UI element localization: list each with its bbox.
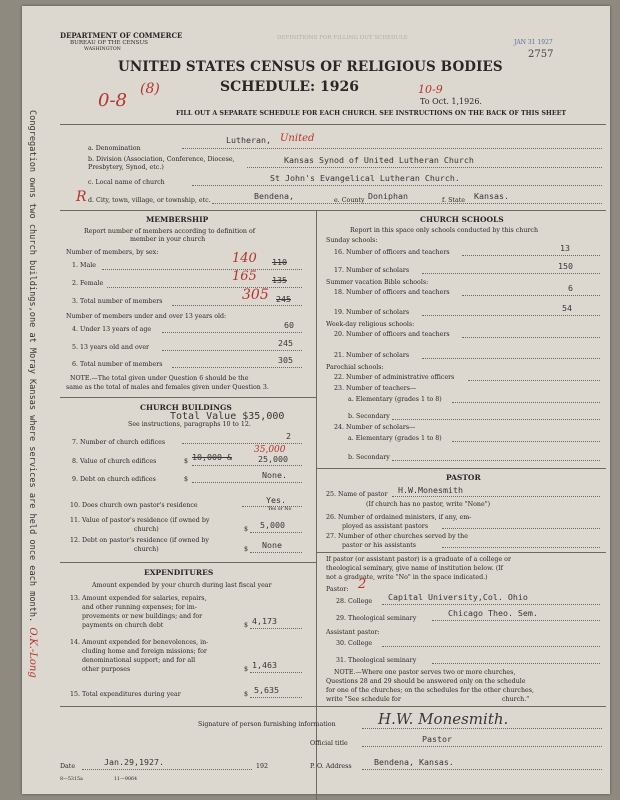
assistant-pastor-label: Assistant pastor: — [326, 629, 380, 636]
bureau-line: BUREAU OF THE CENSUS — [70, 40, 149, 46]
total-members-handwritten: 305 — [242, 287, 269, 303]
handwritten-circled-number: (8) — [140, 81, 160, 97]
asst-college-label: 30. College — [336, 640, 373, 647]
residence-value-amount: 5,000 — [260, 520, 285, 530]
local-name-value: St John's Evangelical Lutheran Church. — [270, 173, 460, 183]
census-form-sheet — [22, 6, 610, 794]
seminary-label: 29. Theological seminary — [336, 615, 417, 622]
running-expenses-dollar: $ — [244, 622, 249, 629]
county-label: e. County — [334, 197, 365, 204]
weekday-teachers-label: 20. Number of officers and teachers — [334, 331, 450, 338]
total-members-label: 3. Total number of members — [72, 298, 163, 305]
pastor-name-note: (If church has no pastor, write "None") — [366, 501, 491, 508]
asst-seminary-label: 31. Theological seminary — [336, 657, 417, 664]
sunday-teachers-value: 13 — [560, 243, 570, 253]
running-expenses-label-4: payments on church debt — [82, 622, 164, 629]
college-label: 28. College — [336, 598, 373, 605]
edifices-value-amount: 25,000 — [258, 454, 288, 464]
edifices-debt-label: 9. Debt on church edifices — [72, 476, 156, 483]
running-expenses-label-3: provements or new buildings; and for — [82, 613, 203, 620]
benevolences-value: 1,463 — [252, 660, 277, 670]
pastor-note-4: write "See schedule for — [326, 696, 401, 703]
division-label: b. Division (Association, Conference, Diocese, Presbytery, Synod, etc.) — [88, 156, 235, 171]
handwritten-pastor-count: 2 — [358, 577, 367, 592]
po-address-value: Bendena, Kansas. — [374, 757, 454, 767]
benevolences-dollar: $ — [244, 666, 249, 673]
over-13-value: 245 — [278, 338, 293, 348]
official-title-value: Pastor — [422, 734, 452, 744]
schools-intro: Report in this space only schools conducted by this church — [350, 227, 538, 234]
sunday-scholars-label: 17. Number of scholars — [334, 267, 410, 274]
summer-teachers-label: 18. Number of officers and teachers — [334, 289, 450, 296]
margin-typed-note — [27, 110, 37, 678]
sunday-label: Sunday schools: — [326, 237, 378, 244]
under-13-value: 60 — [284, 320, 294, 330]
residence-debt-dollar: $ — [244, 546, 249, 553]
residence-value-label-1: 11. Value of pastor's residence (if owned by — [70, 517, 210, 524]
city-label: d. City, town, village, or township, etc. — [88, 197, 211, 204]
parochial-teachers-label: 23. Number of teachers— — [334, 385, 417, 392]
edifices-count-label: 7. Number of church edifices — [72, 439, 166, 446]
local-name-label: c. Local name of church — [88, 179, 165, 186]
handwritten-code: 0-8 — [98, 90, 127, 111]
pastor-name-value: H.W.Monesmith — [398, 485, 463, 495]
date-value: Jan.29,1927. — [104, 757, 164, 767]
date-label: Date — [60, 763, 76, 770]
signature-label: Signature of person furnishing information — [198, 721, 336, 728]
print-number: 11—9064 — [114, 777, 138, 782]
assistant-count-label-2: ployed as assistant pastors — [342, 523, 429, 530]
owns-residence-label: 10. Does church own pastor's residence — [70, 502, 198, 509]
age-intro-label: Number of members under and over 13 years old: — [66, 313, 227, 320]
female-label: 2. Female — [72, 280, 104, 287]
residence-debt-label-1: 12. Debt on pastor's residence (if owned by — [70, 537, 209, 544]
parochial-scholars-elementary: a. Elementary (grades 1 to 8) — [348, 435, 442, 442]
running-expenses-label-1: 13. Amount expended for salaries, repairs, — [70, 595, 207, 602]
margin-note-text: Congregation owns two church buildings,one at Moray Kansas where services are held once each month. — [27, 110, 37, 623]
total-members-typed: 245 — [276, 294, 291, 304]
owns-residence-value: Yes. — [266, 495, 286, 505]
county-value: Doniphan — [368, 191, 408, 201]
pastor-note-1: NOTE.—Where one pastor serves two or more churches, — [334, 669, 516, 676]
total-expenditures-dollar: $ — [244, 691, 249, 698]
edifices-count-value: 2 — [286, 431, 291, 441]
margin-handwritten-ok: O.K.-Long — [27, 627, 38, 678]
parochial-scholars-label: 24. Number of scholars— — [334, 424, 416, 431]
summer-label: Summer vacation Bible schools: — [326, 279, 429, 286]
male-handwritten: 140 — [232, 251, 257, 266]
state-value: Kansas. — [474, 191, 509, 201]
other-churches-label-2: pastor or his assistants — [342, 542, 417, 549]
pastor-name-label: 25. Name of pastor — [326, 491, 388, 498]
handwritten-total-value: 35,000 — [254, 445, 286, 455]
yes-no-caption: Yes or No — [268, 507, 292, 512]
denomination-value: Lutheran, — [226, 135, 271, 145]
buildings-heading: CHURCH BUILDINGS — [140, 403, 232, 412]
edifices-value-label: 8. Value of church edifices — [72, 458, 157, 465]
parochial-teachers-elementary: a. Elementary (grades 1 to 8) — [348, 396, 442, 403]
female-handwritten: 165 — [232, 269, 257, 284]
total-by-age-value: 305 — [278, 355, 293, 365]
residence-debt-label-2: church) — [134, 546, 159, 553]
under-13-label: 4. Under 13 years of age — [72, 326, 152, 333]
summer-teachers-value: 6 — [568, 283, 573, 293]
parochial-scholars-secondary: b. Secondary — [348, 454, 390, 461]
edifices-value-typed: 10,000 & — [192, 452, 232, 462]
faint-heading: DEFINITIONS FOR FILLING OUT SCHEDULE — [277, 35, 408, 41]
po-address-label: P. O. Address — [310, 763, 352, 770]
pastor-note-3: for one of the churches; on the schedules for the other churches, — [326, 687, 534, 694]
sunday-scholars-value: 150 — [558, 261, 573, 271]
over-13-label: 5. 13 years old and over — [72, 344, 150, 351]
received-stamp: JAN 31 1927 — [514, 39, 553, 46]
running-expenses-label-2: and other running expenses; for im- — [82, 604, 197, 611]
division-value: Kansas Synod of United Lutheran Church — [284, 155, 474, 165]
edifices-value-dollar: $ — [184, 458, 189, 465]
expenditures-intro: Amount expended by your church during last fiscal year — [92, 582, 272, 589]
pastor-heading: PASTOR — [446, 473, 481, 482]
benevolences-label-2: cluding home and foreign missions; for — [82, 648, 207, 655]
assistant-count-label-1: 26. Number of ordained ministers, if any, em- — [326, 514, 472, 521]
by-sex-label: Number of members, by sex: — [66, 249, 159, 256]
male-typed: 110 — [272, 257, 287, 267]
male-label: 1. Male — [72, 262, 96, 269]
edifices-debt-value: None. — [262, 470, 287, 480]
handwritten-date-note: 10-9 — [418, 83, 443, 96]
total-expenditures-value: 5,635 — [254, 685, 279, 695]
benevolences-label-4: other purposes — [82, 666, 131, 673]
seminary-value: Chicago Theo. Sem. — [448, 608, 538, 618]
graduate-note-2: theological seminary, give name of institution below. (If — [326, 565, 504, 572]
schedule-number: 2757 — [528, 49, 554, 60]
edifices-debt-dollar: $ — [184, 476, 189, 483]
form-title: UNITED STATES CENSUS OF RELIGIOUS BODIES — [118, 59, 503, 75]
graduate-note-1: If pastor (or assistant pastor) is a graduate of a college or — [326, 556, 511, 563]
graduate-note-3: not a graduate, write "No" in the space indicated.) — [326, 574, 488, 581]
pastor-note-5: church." — [502, 696, 530, 703]
pastor-note-2: Questions 28 and 29 should be answered only on the schedule — [326, 678, 526, 685]
female-typed: 135 — [272, 275, 287, 285]
dept-line: DEPARTMENT OF COMMERCE — [60, 31, 183, 40]
handwritten-united: United — [280, 133, 315, 144]
weekday-scholars-label: 21. Number of scholars — [334, 352, 410, 359]
official-title-label: Official title — [310, 740, 348, 747]
city-line: WASHINGTON — [84, 47, 121, 52]
city-value: Bendena, — [254, 191, 294, 201]
weekday-label: Week-day religious schools: — [326, 321, 415, 328]
date-year-suffix: 192 — [256, 763, 269, 770]
membership-intro-1: Report number of members according to definition of — [84, 228, 256, 235]
membership-note-1: NOTE.—The total given under Question 6 should be the — [70, 375, 249, 382]
state-label: f. State — [442, 197, 465, 204]
parochial-label: Parochial schools: — [326, 364, 384, 371]
schedule-year: SCHEDULE: 1926 — [220, 79, 360, 95]
running-expenses-value: 4,173 — [252, 616, 277, 626]
summer-scholars-label: 19. Number of scholars — [334, 309, 410, 316]
other-churches-label-1: 27. Number of other churches served by the — [326, 533, 468, 540]
summer-scholars-value: 54 — [562, 303, 572, 313]
parochial-officers-label: 22. Number of administrative officers — [334, 374, 455, 381]
total-by-age-label: 6. Total number of members — [72, 361, 163, 368]
buildings-instructions: See instructions, paragraphs 10 to 12. — [128, 421, 251, 428]
denomination-label: a. Denomination — [88, 145, 141, 152]
benevolences-label-3: denominational support; and for all — [82, 657, 196, 664]
form-number: 8—5315a — [60, 777, 83, 782]
pastor-signature: H.W. Monesmith. — [378, 710, 509, 728]
college-value: Capital University,Col. Ohio — [388, 592, 528, 602]
total-expenditures-label: 15. Total expenditures during year — [70, 691, 181, 698]
total-value-overlay: Total Value $35,000 — [170, 411, 285, 422]
residence-value-label-2: church) — [134, 526, 159, 533]
schools-heading: CHURCH SCHOOLS — [420, 215, 504, 224]
handwritten-r-mark: R — [76, 189, 87, 205]
benevolences-label-1: 14. Amount expended for benevolences, in- — [70, 639, 209, 646]
sunday-teachers-label: 16. Number of officers and teachers — [334, 249, 450, 256]
period-end-date: To Oct. 1,1926. — [420, 97, 482, 106]
parochial-teachers-secondary: b. Secondary — [348, 413, 390, 420]
expenditures-heading: EXPENDITURES — [144, 568, 214, 577]
membership-heading: MEMBERSHIP — [146, 215, 209, 224]
residence-debt-value: None — [262, 540, 282, 550]
instruction-line: FILL OUT A SEPARATE SCHEDULE FOR EACH CHURCH. SEE INSTRUCTIONS ON THE BACK OF THIS SHEET — [176, 110, 567, 117]
residence-value-dollar: $ — [244, 526, 249, 533]
pastor-sub-label: Pastor: — [326, 586, 349, 593]
membership-intro-2: member in your church — [130, 236, 206, 243]
membership-note-2: same as the total of males and females given under Question 3. — [66, 384, 269, 391]
